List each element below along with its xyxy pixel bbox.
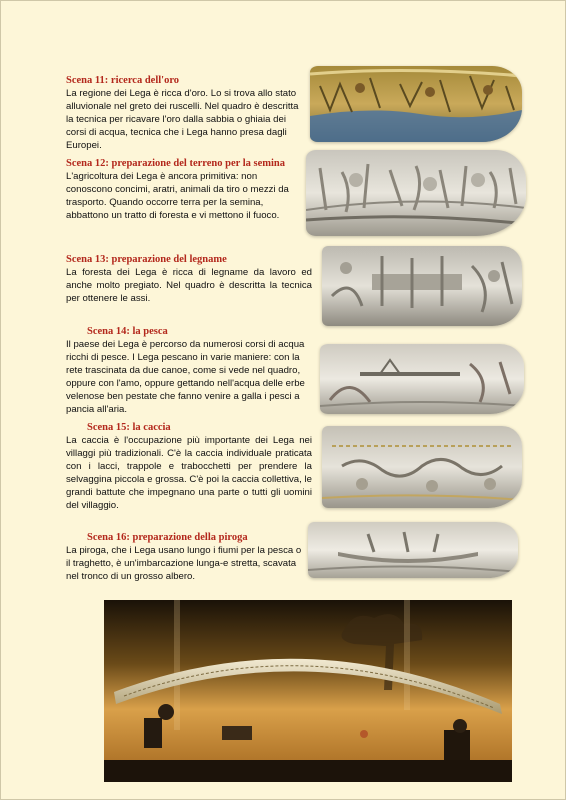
scene-11-text: La regione dei Lega è ricca d'oro. Lo si trova allo stato alluvionale nel greto dei ruscelli. Nel quadro è descritta la tecnica per ricavare l'oro dalla sabbia o ghiaia dei corsi di acqua, tecnica che i Lega hanno presa dagli Europei. [66,88,299,152]
scene-12-carving-image [306,150,526,236]
scene-16-text: La piroga, che i Lega usano lungo i fiumi per la pesca o il traghetto, è un'imbarcazione lunga-e stretta, scavata nel tronco di un grosso albero. [66,545,302,583]
scene-12-text: L'agricoltura dei Lega è ancora primitiva: non conoscono concimi, aratri, animali da tiro o mezzi da trasporto. Quando occorre terra per la semina, abbattono un tratto di foresta e vi mettono il fuoco. [66,171,289,222]
museum-tusk-photo [104,600,512,782]
scene-12-title: Scena 12: preparazione del terreno per la semina [66,158,286,169]
scene-13-text: La foresta dei Lega è ricca di legname da lavoro ed anche molto pregiato. Nel quadro è descritta la tecnica per ottenere le assi. [66,267,312,305]
scene-11-carving-image [310,66,522,142]
scene-13-title: Scena 13: preparazione del legname [66,254,227,265]
scene-14-carving-image [320,344,524,414]
scene-13-carving-image [322,246,522,326]
scene-16-title: Scena 16: preparazione della piroga [87,532,248,543]
scene-15-title: Scena 15: la caccia [87,422,171,433]
scene-16 [66,531,302,583]
scene-12 [66,157,302,222]
scene-14-title: Scena 14: la pesca [87,326,168,337]
scene-16-carving-image [308,522,518,578]
scene-15-text: La caccia è l'occupazione più importante dei Lega nei villaggi più tradizionali. C'è la caccia individuale praticata con i lacci, trappole e trabocchetti per prendere la selvaggina piccola e grossa. C'è poi la caccia collettiva, le grandi battute che impegnano una parte o tutti gli uomini del villaggio. [66,435,312,512]
scene-15 [66,421,312,513]
scene-11 [66,74,302,152]
scene-14 [66,325,312,417]
scene-11-title: Scena 11: ricerca dell'oro [66,75,180,86]
scene-13 [66,253,312,305]
scene-15-carving-image [322,426,522,508]
scene-14-text: Il paese dei Lega è percorso da numerosi corsi di acqua ricchi di pesce. I Lega pescano in varie maniere: con la rete trascinata da due canoe, come si vede nel quadro, oppure con l'amo, oppure gettando nell'acqua delle erbe velenose ben pestate che fanno venire a galla i pesci a pancia all'aria. [66,339,305,416]
